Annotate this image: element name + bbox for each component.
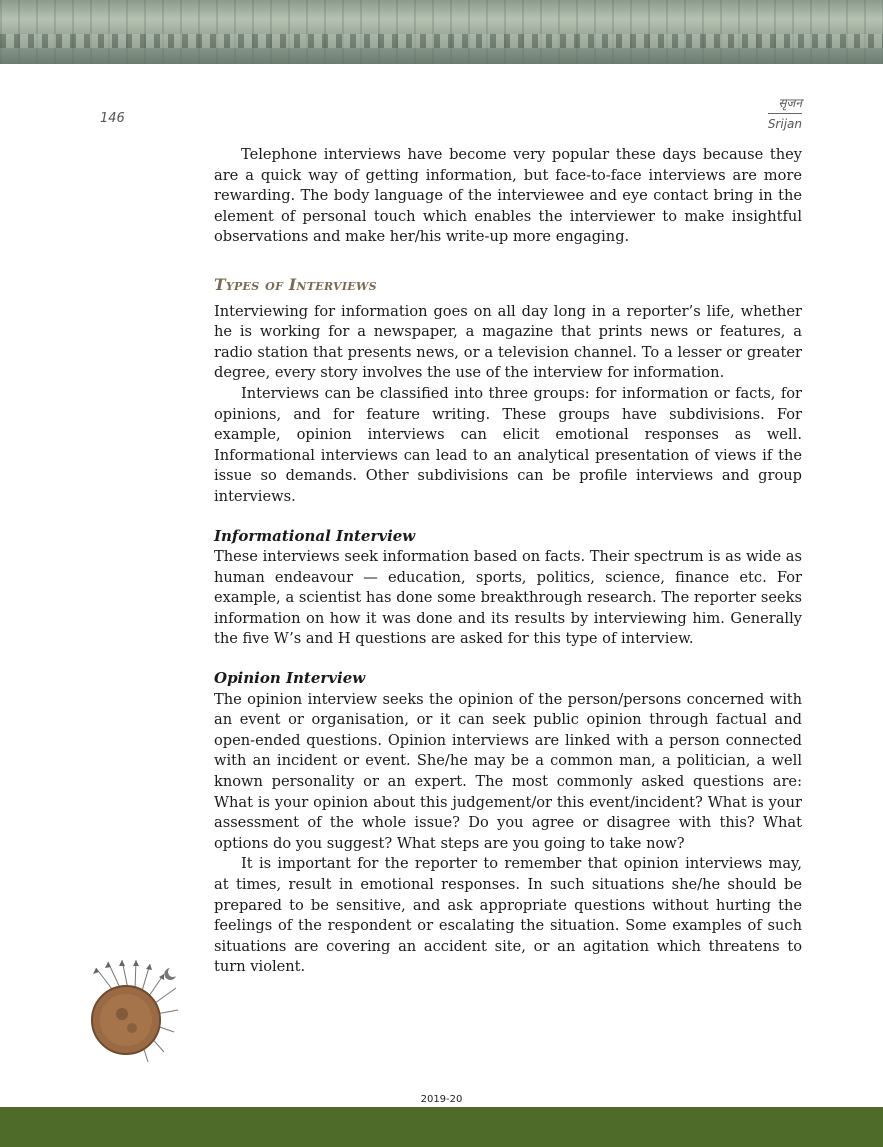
intro-paragraph: Telephone interviews have become very popular these days because they are a quick way of getting information, but face-to-face interviews are more rewarding. The body language of the interviewee and eye contact bring in the element of personal touch which enables the interviewer to make insightful observations and make her/his write-up more engaging. bbox=[214, 146, 802, 246]
section-heading-types-of-interviews: Types of Interviews bbox=[214, 274, 377, 294]
shield-with-arrows-icon bbox=[84, 958, 184, 1068]
subheading-opinion-interview: Opinion Interview bbox=[214, 669, 366, 688]
main-text bbox=[214, 145, 802, 978]
running-head-english: Srijan bbox=[767, 117, 802, 131]
paragraph: Interviews can be classified into three groups: for information or facts, for opinions, and for feature writing. These groups have subdivisions. For example, opinion interviews can elicit emotional responses as well. Informational interviews can lead to an analytical presentation of views if the issue so demands. Other subdivisions can be profile interviews and group interviews. bbox=[214, 384, 802, 505]
subheading-informational-interview: Informational Interview bbox=[214, 526, 416, 545]
running-head bbox=[768, 94, 802, 131]
paragraph: It is important for the reporter to remember that opinion interviews may, at times, result in emotional responses. In such situations she/he should be prepared to be sensitive, and ask appropriate questions without hurting the feelings of the respondent or escalating the situation. Some examples of such situations are covering an accident site, or an agitation which threatens to turn violent. bbox=[214, 855, 802, 976]
page-number: 146 bbox=[100, 111, 125, 126]
paragraph: The opinion interview seeks the opinion of the person/persons concerned with an event or organisation, or it can seek public opinion through factual and open-ended questions. Opinion interviews are linked with a person connected with an incident or event. She/he may be a common man, a politician, a well known personality or an expert. The most commonly asked questions are: What is your opinion about this judgement/or this event/incident? What is your assessment of the whole issue? Do you agree or disagree with this? What options do you suggest? What steps are you going to take now? bbox=[214, 690, 802, 852]
footer-year: 2019-20 bbox=[420, 1094, 463, 1105]
footer-band bbox=[0, 1107, 883, 1147]
paragraph: These interviews seek information based on facts. Their spectrum is as wide as human endeavour — education, sports, politics, science, finance etc. For example, a scientist has done some breakthrough research. The reporter seeks information on how it was done and its results by interviewing him. Generally the five W’s and H questions are asked for this type of interview. bbox=[214, 548, 802, 648]
running-head-hindi: सृजन bbox=[768, 94, 802, 114]
paragraph: Interviewing for information goes on all day long in a reporter’s life, whether he is working for a newspaper, a magazine that prints news or features, a radio station that presents news, or a television channel. To a lesser or greater degree, every story involves the use of the interview for information. bbox=[214, 302, 802, 382]
decorative-header-band bbox=[0, 0, 883, 64]
